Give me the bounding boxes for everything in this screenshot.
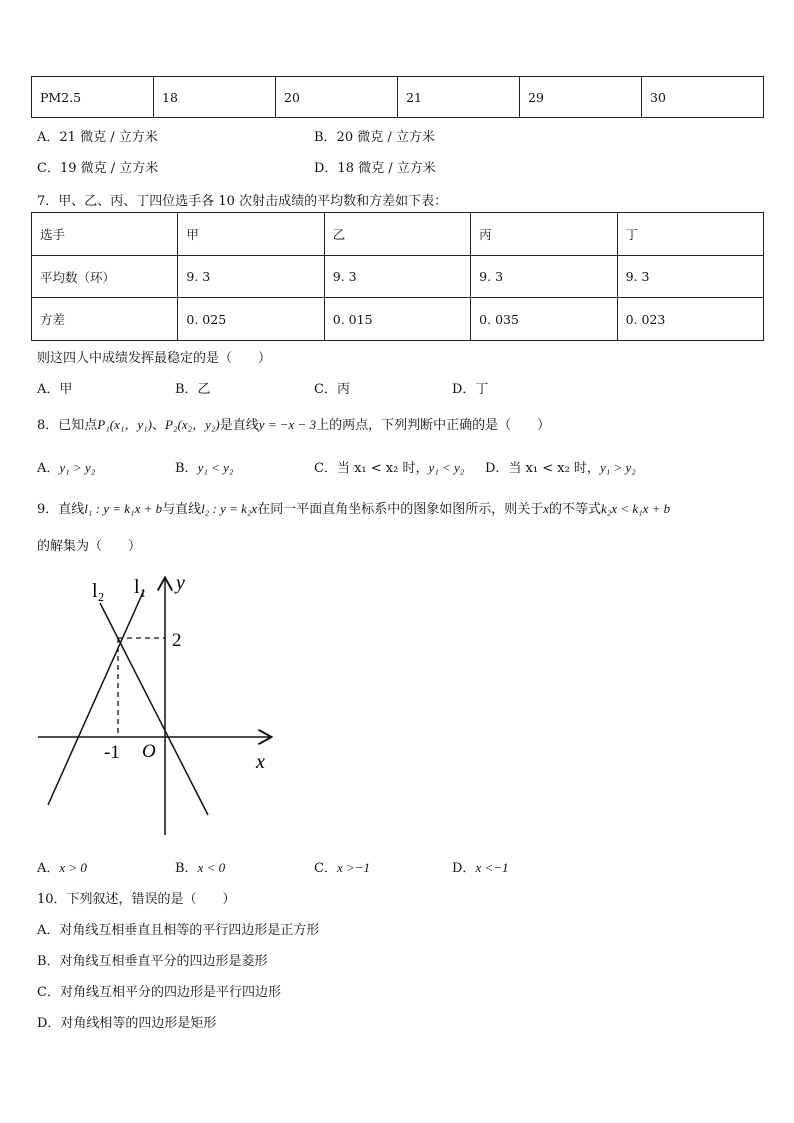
q9-option-d-label: D．	[452, 861, 476, 876]
label-minus-one: -1	[104, 742, 120, 763]
q8-point-1: P₁(x₁，y₁)	[97, 417, 152, 432]
q8-option-d-label: D．当 x₁ < x₂ 时，	[485, 461, 600, 476]
q8-sep: 、	[151, 418, 165, 433]
q9-option-c-label: C．	[314, 861, 337, 876]
q8-option-d	[485, 457, 636, 476]
table-cell: 9. 3	[324, 256, 470, 298]
q8-option-c-math: y₁ < y₂	[428, 460, 465, 475]
q9-variable: x	[543, 501, 549, 516]
table-cell: 0. 015	[324, 298, 470, 341]
q9-option-a-label: A．	[37, 861, 60, 876]
q8-mid: 是直线	[219, 418, 259, 433]
table-cell: 0. 025	[178, 298, 324, 341]
q6-option-a: A．21 微克 / 立方米	[37, 130, 158, 145]
q7-table	[31, 212, 764, 341]
table-header-cell: 甲	[178, 213, 324, 256]
q8-option-d-math: y₁ > y₂	[599, 460, 636, 475]
q10-option-b: B．对角线互相垂直平分的四边形是菱形	[37, 954, 268, 969]
table-cell: 0. 023	[617, 298, 763, 341]
q8-option-a	[37, 457, 95, 476]
q7-option-a: A．甲	[37, 382, 73, 397]
q8-option-a-label: A．	[37, 461, 60, 476]
q9-option-d	[452, 857, 509, 876]
pm25-value-cell: 20	[276, 77, 398, 118]
q8-option-b-math: y₁ < y₂	[197, 460, 234, 475]
table-row	[32, 77, 764, 118]
q9-line-2: l₂ : y = k₂x	[201, 501, 258, 516]
q9-option-c-math: x >−1	[336, 860, 371, 875]
q7-option-d: D．丁	[452, 382, 489, 397]
q9-mid: 与直线	[162, 502, 202, 517]
table-cell: 9. 3	[471, 256, 617, 298]
q10-option-a: A．对角线互相垂直且相等的平行四边形是正方形	[37, 923, 320, 938]
table-row	[32, 213, 764, 256]
table-row	[32, 298, 764, 341]
q10-option-d: D．对角线相等的四边形是矩形	[37, 1016, 217, 1031]
q8-prefix: 8．已知点	[37, 418, 98, 433]
q9-stem-line-2: 的解集为（ ）	[37, 539, 142, 554]
line-l1	[48, 590, 144, 805]
table-header-cell: 丁	[617, 213, 763, 256]
q9-option-a	[37, 857, 87, 876]
q8-option-b-label: B．	[175, 461, 198, 476]
pm25-label-cell: PM2.5	[32, 77, 154, 118]
pm25-value-cell: 18	[154, 77, 276, 118]
label-l1: l₁	[134, 576, 147, 598]
pm25-value-cell: 30	[642, 77, 764, 118]
table-header-cell: 选手	[32, 213, 178, 256]
label-y: y	[176, 572, 185, 594]
table-cell: 方差	[32, 298, 178, 341]
label-origin: O	[142, 741, 156, 762]
pm25-value-cell: 29	[520, 77, 642, 118]
q9-prefix: 9．直线	[37, 502, 85, 517]
q8-option-c	[314, 457, 464, 476]
q8-point-2: P₂(x₂，y₂)	[165, 417, 220, 432]
q9-inequality: k₂x < k₁x + b	[601, 501, 671, 516]
q8-line: y = −x − 3	[258, 417, 317, 432]
q7-option-b: B．乙	[175, 382, 211, 397]
table-header-cell: 乙	[324, 213, 470, 256]
q9-option-d-math: x <−1	[475, 860, 509, 875]
q9-suffix-2: 的不等式	[549, 502, 602, 517]
q8-option-b	[175, 457, 233, 476]
q9-option-b	[175, 857, 225, 876]
table-header-cell: 丙	[471, 213, 617, 256]
q8-option-c-label: C．当 x₁ < x₂ 时，	[314, 461, 429, 476]
q9-stem	[37, 498, 670, 517]
q9-option-a-math: x > 0	[59, 860, 87, 875]
label-two: 2	[172, 630, 182, 651]
q8-suffix: 上的两点，下列判断中正确的是（ ）	[316, 418, 551, 433]
q8-option-a-math: y₁ > y₂	[59, 460, 96, 475]
line-l2	[100, 603, 208, 815]
table-cell: 平均数（环）	[32, 256, 178, 298]
q8-stem	[37, 414, 550, 433]
q7-stem: 7．甲、乙、丙、丁四位选手各 10 次射击成绩的平均数和方差如下表：	[37, 194, 448, 209]
q6-option-c: C．19 微克 / 立方米	[37, 161, 159, 176]
table-cell: 0. 035	[471, 298, 617, 341]
q9-line-1: l₁ : y = k₁x + b	[84, 501, 163, 516]
table-row	[32, 256, 764, 298]
pm25-value-cell: 21	[398, 77, 520, 118]
q6-option-b: B．20 微克 / 立方米	[314, 130, 435, 145]
q6-option-d: D．18 微克 / 立方米	[314, 161, 436, 176]
label-l2: l₂	[92, 580, 105, 602]
table-cell: 9. 3	[617, 256, 763, 298]
q7-option-c: C．丙	[314, 382, 350, 397]
q9-suffix: 在同一平面直角坐标系中的图象如图所示，则关于	[257, 502, 544, 517]
q10-option-c: C．对角线互相平分的四边形是平行四边形	[37, 985, 281, 1000]
table-cell: 9. 3	[178, 256, 324, 298]
label-x: x	[256, 751, 265, 773]
q7-question: 则这四人中成绩发挥最稳定的是（ ）	[37, 351, 272, 366]
pm25-table	[31, 76, 764, 118]
q9-option-b-math: x < 0	[197, 860, 226, 875]
q9-option-c	[314, 857, 370, 876]
q9-graph	[30, 565, 280, 845]
q9-option-b-label: B．	[175, 861, 198, 876]
q10-stem: 10．下列叙述，错误的是（ ）	[37, 892, 236, 907]
